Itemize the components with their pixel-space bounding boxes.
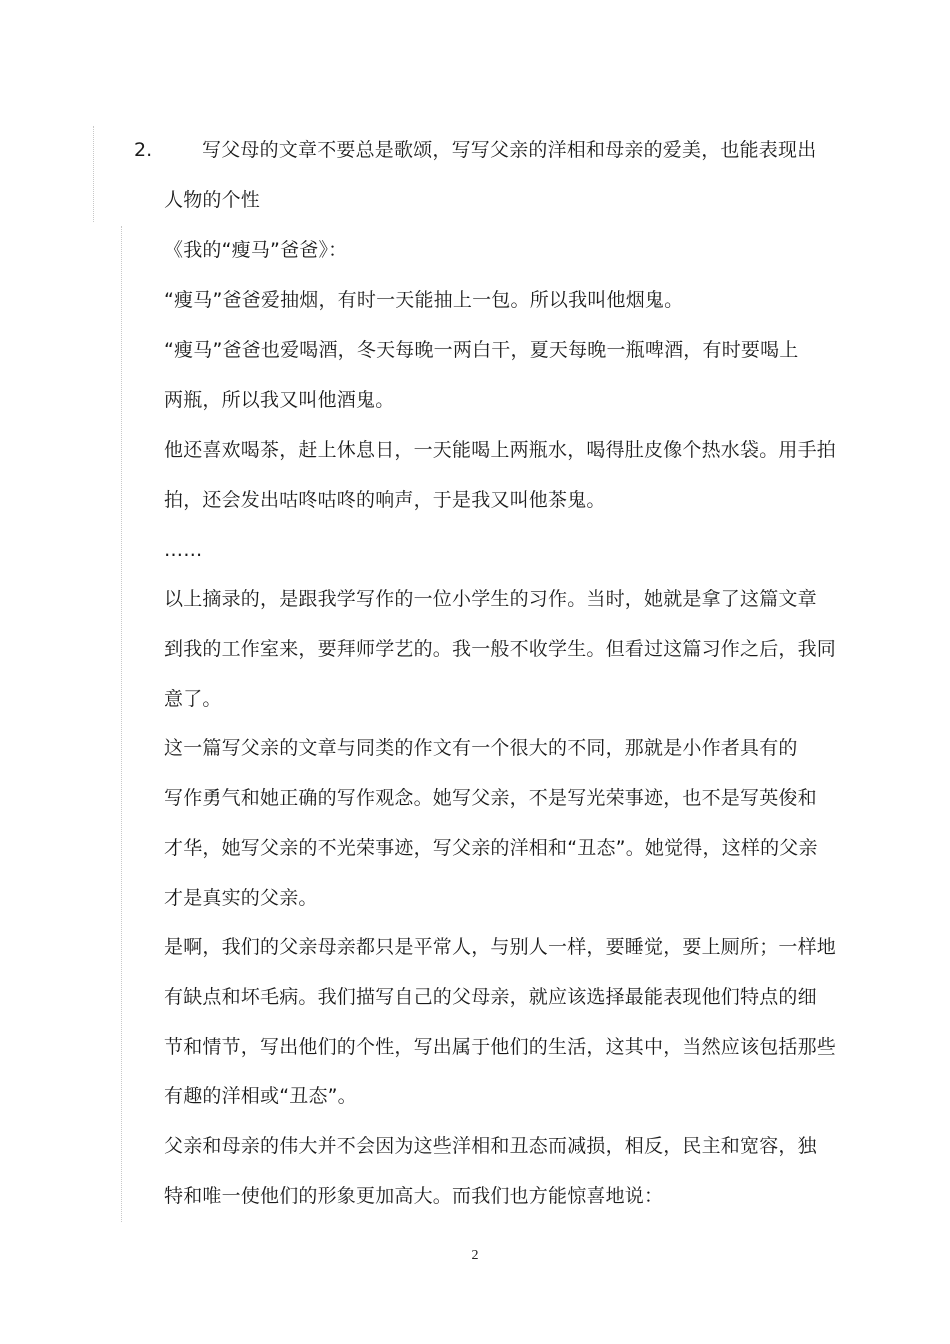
list-number: 2. (134, 139, 153, 161)
paragraph-line: 这一篇写父亲的文章与同类的作文有一个很大的不同，那就是小作者具有的 (164, 737, 798, 759)
paragraph-line: 有缺点和坏毛病。我们描写自己的父母亲，就应该选择最能表现他们特点的细 (164, 986, 817, 1008)
paragraph-line: 以上摘录的，是跟我学写作的一位小学生的习作。当时，她就是拿了这篇文章 (164, 588, 817, 610)
page-number: 2 (471, 1248, 479, 1263)
paragraph-line: “瘦马”爸爸爱抽烟，有时一天能抽上一包。所以我叫他烟鬼。 (164, 289, 684, 311)
paragraph-line: 拍，还会发出咕咚咕咚的响声，于是我又叫他茶鬼。 (164, 489, 606, 511)
paragraph-line: 两瓶，所以我又叫他酒鬼。 (164, 389, 395, 411)
paragraph-line: 节和情节，写出他们的个性，写出属于他们的生活，这其中，当然应该包括那些 (164, 1036, 837, 1058)
heading-line: 写父母的文章不要总是歌颂，写写父亲的洋相和母亲的爱美，也能表现出 (202, 139, 817, 161)
margin-rule (121, 226, 122, 1222)
paragraph-line: 才是真实的父亲。 (164, 887, 318, 909)
paragraph-line: 父亲和母亲的伟大并不会因为这些洋相和丑态而减损，相反，民主和宽容，独 (164, 1135, 817, 1157)
quote-title: 《我的“瘦马”爸爸》： (164, 239, 348, 261)
paragraph-line: 到我的工作室来，要拜师学艺的。我一般不收学生。但看过这篇习作之后，我同 (164, 638, 837, 660)
margin-rule (93, 126, 94, 222)
ellipsis: …… (164, 539, 203, 561)
paragraph-line: 是啊，我们的父亲母亲都只是平常人，与别人一样，要睡觉，要上厕所；一样地 (164, 936, 837, 958)
paragraph-line: 意了。 (164, 688, 222, 710)
paragraph-line: 写作勇气和她正确的写作观念。她写父亲，不是写光荣事迹，也不是写英俊和 (164, 787, 817, 809)
paragraph-line: 他还喜欢喝茶，赶上休息日，一天能喝上两瓶水，喝得肚皮像个热水袋。用手拍 (164, 439, 837, 461)
heading-line: 人物的个性 (164, 189, 261, 211)
paragraph-line: 特和唯一使他们的形象更加高大。而我们也方能惊喜地说： (164, 1185, 664, 1207)
paragraph-line: 才华，她写父亲的不光荣事迹，写父亲的洋相和“丑态”。她觉得，这样的父亲 (164, 837, 818, 859)
paragraph-line: “瘦马”爸爸也爱喝酒，冬天每晚一两白干，夏天每晚一瓶啤酒，有时要喝上 (164, 339, 799, 361)
paragraph-line: 有趣的洋相或“丑态”。 (164, 1085, 357, 1107)
